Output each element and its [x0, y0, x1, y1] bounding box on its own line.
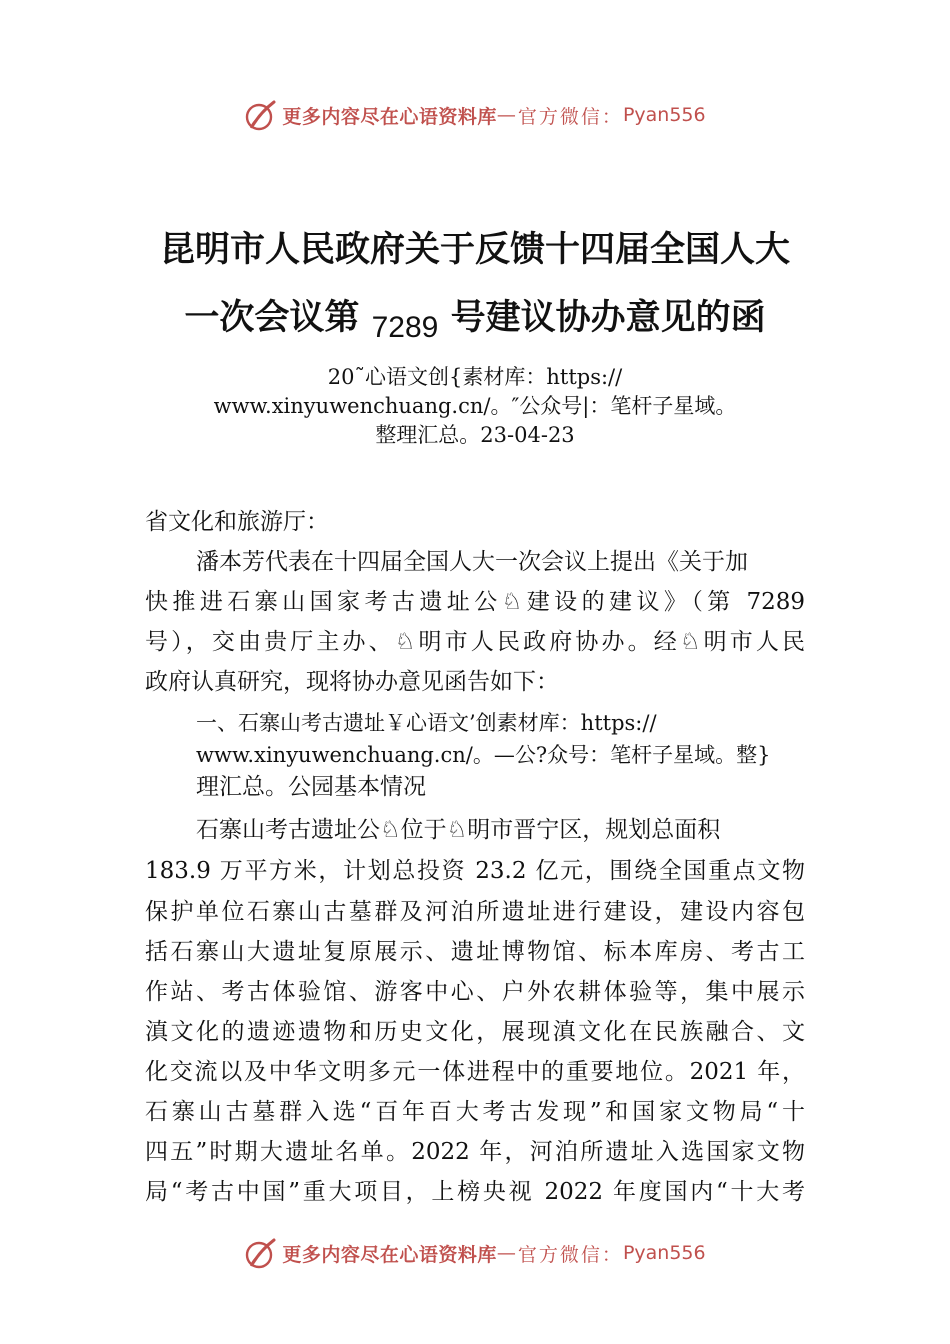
paragraph2-line: 滇文化的遗迹遗物和历史文化，展现滇文化在民族融合、文 — [145, 1019, 805, 1045]
paragraph1-line: 政府认真研究，现将协办意见函告如下： — [145, 669, 559, 695]
banner-wechat-id: Pyan556 — [622, 104, 706, 126]
document-title-line2 — [0, 290, 950, 344]
banner-wechat-label: 官方微信： — [517, 105, 623, 128]
paragraph2-line: 183.9 万平方米，计划总投资 23.2 亿元，围绕全国重点文物 — [145, 858, 805, 884]
subtitle-line1: 20˜心语文创{素材库：https:// — [327, 365, 623, 389]
banner-brand: 更多内容尽在心语资料库 — [282, 1243, 497, 1266]
section1-heading-line: www.xinyuwenchuang.cn/。—公?众号：笔杆子星域。整} — [196, 743, 771, 767]
paragraph1-line: 快推进石寨山国家考古遗址公♘建设的建议》（第 7289 — [145, 589, 805, 615]
header-banner — [0, 95, 950, 135]
section1-heading-line: 理汇总。公园基本情况 — [196, 774, 426, 800]
title-prefix: 一次会议第 — [184, 297, 360, 338]
paragraph2-line: 局“考古中国”重大项目，上榜央视 2022 年度国内“十大考 — [145, 1179, 805, 1205]
banner-dash: — — [496, 1242, 518, 1264]
document-title-line1: 昆明市人民政府关于反馈十四届全国人大 — [159, 229, 790, 270]
paragraph2-line: 化交流以及中华文明多元一体进程中的重要地位。2021 年， — [145, 1059, 805, 1085]
title-number: 7289 — [371, 311, 439, 344]
footer-banner — [0, 1233, 950, 1273]
subtitle-line2: www.xinyuwenchuang.cn/。″公众号|：笔杆子星域。 — [213, 394, 737, 418]
banner-wechat-id: Pyan556 — [622, 1242, 706, 1264]
banner-dash: — — [496, 104, 518, 126]
paragraph2-line: 保护单位石寨山古墓群及河泊所遗址进行建设，建设内容包 — [145, 899, 805, 925]
paragraph2-line: 石寨山考古遗址公♘位于♘明市晋宁区，规划总面积 — [196, 817, 721, 843]
salutation: 省文化和旅游厅： — [145, 509, 329, 535]
section1-heading-line: 一、石寨山考古遗址￥心语文’创素材库：https:// — [196, 711, 657, 735]
title-suffix: 号建议协办意见的函 — [450, 297, 766, 338]
banner-wechat-label: 官方微信： — [517, 1243, 623, 1266]
paragraph2-line: 四五”时期大遗址名单。2022 年，河泊所遗址入选国家文物 — [145, 1139, 805, 1165]
paragraph2-line: 括石寨山大遗址复原展示、遗址博物馆、标本库房、考古工 — [145, 939, 805, 965]
banner-brand: 更多内容尽在心语资料库 — [282, 105, 497, 128]
paragraph2-line: 石寨山古墓群入选“百年百大考古发现”和国家文物局“十 — [145, 1099, 805, 1125]
paragraph1-line: 号），交由贵厅主办、♘明市人民政府协办。经♘明市人民 — [145, 629, 805, 655]
brush-logo-icon — [244, 1236, 278, 1270]
subtitle-line3: 整理汇总。23-04-23 — [375, 423, 575, 447]
paragraph1-line: 潘本芳代表在十四届全国人大一次会议上提出《关于加 — [196, 549, 748, 575]
paragraph2-line: 作站、考古体验馆、游客中心、户外农耕体验等，集中展示 — [145, 979, 805, 1005]
brush-logo-icon — [244, 98, 278, 132]
